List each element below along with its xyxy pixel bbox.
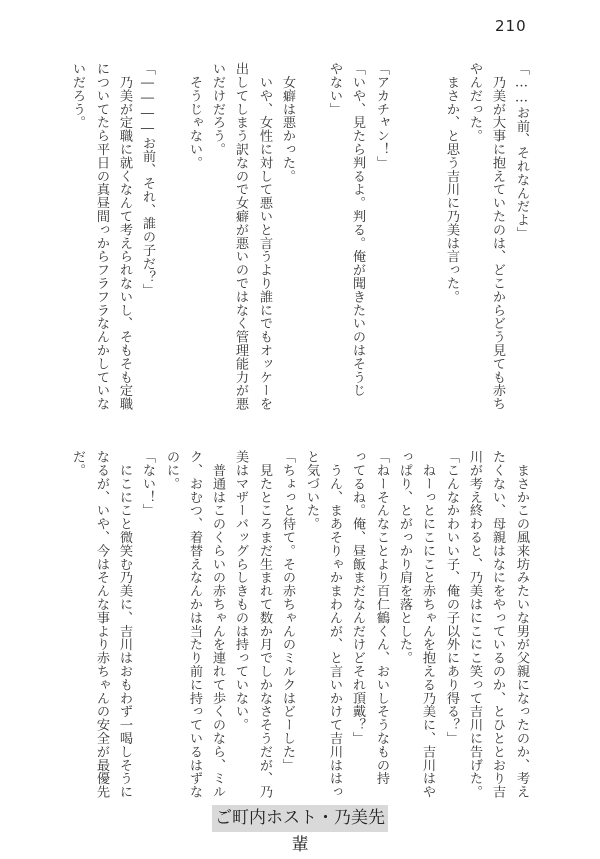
text-column: 出してしまう訳なので女癖が悪いのではなく管理能力が悪: [233, 62, 248, 411]
top-text-block: [0, 62, 600, 412]
text-column: 「いや、見たら判るよ。判る。俺が聞きたいのはそうじ: [350, 62, 365, 397]
text-column: 「ちょっと待て。その赤ちゃんのミルクはどーした」: [280, 450, 295, 772]
text-column: 「アカチャン！」: [374, 62, 389, 170]
bottom-text-block: [0, 450, 600, 799]
text-column: と気づいた。: [304, 450, 319, 531]
text-column: っぱり、とがっかり肩を落とした。: [397, 450, 412, 665]
page-number: 210: [495, 17, 527, 35]
text-column: そうじゃない。: [187, 62, 202, 170]
text-column: なるが、いや、今はそんな事より赤ちゃんの安全が最優先: [94, 450, 109, 799]
text-column: ねーっとにこにこと赤ちゃんを抱える乃美に、吉川はや: [420, 450, 435, 799]
text-column: にこにこと微笑む乃美に、吉川はおもわず一喝しそうに: [117, 450, 132, 799]
text-column: いだろう。: [70, 62, 85, 129]
text-column: 乃美が大事に抱えていたのは、どこからどう見ても赤ち: [490, 62, 505, 411]
text-column: ク、おむつ、着替えなんかは当たり前に持っているはずな: [187, 450, 202, 799]
text-column: いだけだろう。: [210, 62, 225, 156]
book-title-footer: ご町内ホスト・乃美先輩: [212, 805, 388, 832]
text-column: 女癖は悪かった。: [280, 62, 295, 183]
text-column: のに。: [164, 450, 179, 491]
text-column: 「ない！」: [140, 450, 155, 517]
text-column: 「――――お前、それ、誰の子だ？」: [140, 62, 155, 297]
text-column: たくない、母親はなにをやっているのか、とひととおり吉: [490, 450, 505, 799]
text-column: 普通はこのくらいの赤ちゃんを連れて歩くのなら、ミル: [210, 450, 225, 799]
text-column: だ。: [70, 450, 85, 477]
text-column: まさか、と思う吉川に乃美は言った。: [444, 62, 459, 304]
text-column: 見たところまだ生まれて数か月でしかなさそうだが、乃: [257, 450, 272, 799]
text-column: ってるね。俺、昼飯まだなんだけどそれ頂戴？」: [350, 450, 365, 745]
text-column: うん、まあそりゃかまわんが、と言いかけて吉川ははっ: [327, 450, 342, 799]
text-column: 「……お前、それなんだよ」: [514, 62, 529, 240]
text-column: やない」: [327, 62, 342, 116]
text-column: 川が考え終わると、乃美はにこにこ笑って吉川に告げた。: [467, 450, 482, 799]
text-column: いや、女性に対して悪いと言うより誰にでもオッケーを: [257, 62, 272, 411]
text-column: やんだった。: [467, 62, 482, 143]
text-column: まさかこの風来坊みたいな男が父親になったのか、考え: [514, 450, 529, 799]
text-column: 乃美が定職に就くなんて考えられないし、そもそも定職: [117, 62, 132, 411]
text-column: についてたら平日の真昼間っからフラフラなんかしていな: [94, 62, 109, 411]
text-column: 美はマザーバッグらしきものは持っていない。: [233, 450, 248, 732]
text-column: 「こんなかわいい子、俺の子以外にあり得る？」: [444, 450, 459, 745]
text-column: 「ねーそんなことより百仁鶴くん、おいしそうなもの持: [374, 450, 389, 785]
